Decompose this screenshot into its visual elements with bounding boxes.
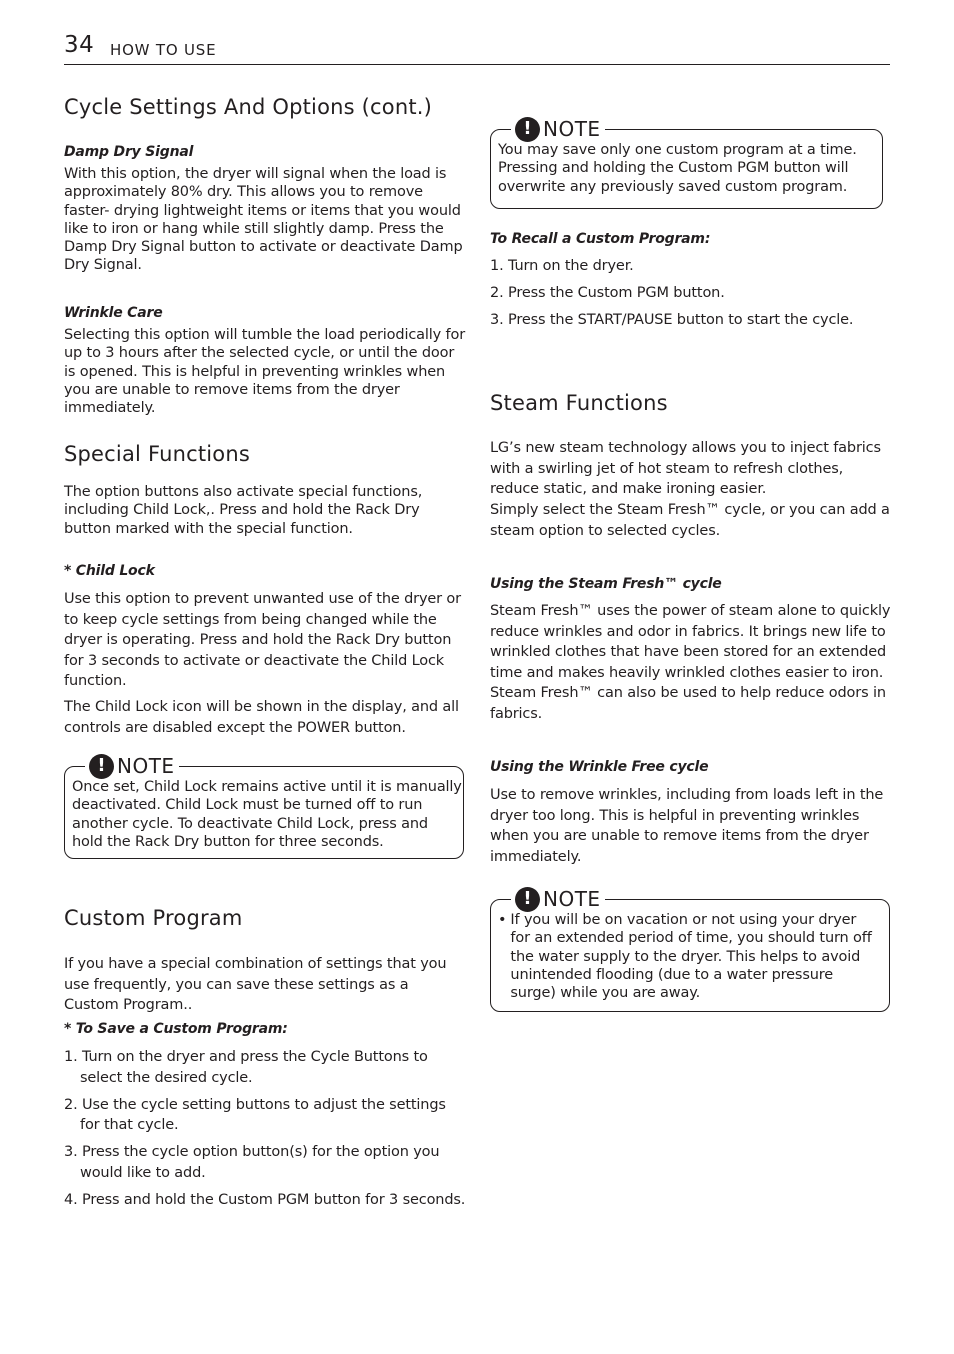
note-label: NOTE (543, 117, 601, 141)
child-lock-display-text: The Child Lock icon will be shown in the display, and all controls are disabled except the POWER button. (64, 699, 459, 736)
section-title-cycle-settings: Cycle Settings And Options (cont.) (64, 95, 433, 119)
note-text: You may save only one custom program at a time. Pressing and holding the Custom PGM button will overwrite any previously saved custom program. (498, 142, 857, 195)
steam-select-text: Simply select the Steam Fresh™ cycle, or you can add a steam option to selected cycles. (490, 502, 890, 539)
list-item: 2. Use the cycle setting buttons to adjust the settings for that cycle. (64, 1096, 446, 1133)
wrinkle-care-heading: Wrinkle Care (64, 305, 163, 321)
exclamation-icon: ! (515, 887, 540, 912)
note-title (511, 886, 605, 912)
child-lock-heading: * Child Lock (64, 563, 155, 579)
section-label: HOW TO USE (110, 41, 217, 59)
special-functions-text: The option buttons also activate special functions, including Child Lock,. Press and hold the Rack Dry button marked with the special function. (64, 484, 423, 537)
steam-intro-text: LG’s new steam technology allows you to inject fabrics with a swirling jet of hot steam to refresh clothes, reduce static, and make ironing easier. (490, 440, 881, 497)
bullet: • (498, 912, 507, 928)
note-title (511, 116, 605, 142)
save-custom-steps (64, 1047, 468, 1217)
damp-dry-heading: Damp Dry Signal (64, 144, 194, 160)
note-child-lock (64, 754, 464, 859)
damp-dry-text: With this option, the dryer will signal when the load is approximately 80% dry. This allows you to remove faster- drying lightweight items or items that you would like to iron or hang while still slightly damp. Press the Damp Dry Signal button to activate or deactivate Damp Dry Signal. (64, 166, 463, 274)
note-bullet-item (498, 911, 878, 1002)
page-header (64, 32, 890, 65)
recall-custom-steps (490, 256, 894, 337)
wrinkle-free-heading: Using the Wrinkle Free cycle (490, 759, 709, 775)
steam-fresh-text: Steam Fresh™ uses the power of steam alone to quickly reduce wrinkles and odor in fabrics. It brings new life to wrinkled clothes that have been stored for an extended time and makes heavily wrinkled clothes easier to iron. Steam Fresh™ can also be used to help reduce odors in fabrics. (490, 603, 891, 722)
list-item: 3. Press the START/PAUSE button to start the cycle. (490, 312, 854, 328)
note-label: NOTE (543, 887, 601, 911)
wrinkle-care-text: Selecting this option will tumble the load periodically for up to 3 hours after the selected cycle, or until the door is opened. This is helpful in preventing wrinkles when you are unable to remove items from the dryer immediately. (64, 327, 466, 417)
list-item: 2. Press the Custom PGM button. (490, 285, 725, 301)
note-title (85, 753, 179, 779)
note-label: NOTE (117, 754, 175, 778)
note-vacation (490, 887, 890, 1012)
list-item: 3. Press the cycle option button(s) for the option you would like to add. (64, 1144, 440, 1181)
section-title-custom-program: Custom Program (64, 906, 243, 930)
wrinkle-free-text: Use to remove wrinkles, including from loads left in the dryer too long. This is helpful in preventing wrinkles when you are unable to remove items from the dryer immediately. (490, 787, 884, 865)
recall-custom-heading: To Recall a Custom Program: (490, 231, 711, 247)
note-text: If you will be on vacation or not using your dryer for an extended period of time, you should turn off the water supply to the dryer. This helps to avoid unintended flooding (due to a water pressure surge) while you are away. (510, 912, 872, 1002)
save-custom-heading: * To Save a Custom Program: (64, 1021, 288, 1037)
page-number: 34 (64, 32, 95, 58)
section-title-steam-functions: Steam Functions (490, 391, 668, 415)
list-item: 1. Turn on the dryer and press the Cycle Buttons to select the desired cycle. (64, 1049, 428, 1086)
child-lock-text: Use this option to prevent unwanted use of the dryer or to keep cycle settings from being changed while the dryer is operating. Press and hold the Rack Dry button for 3 seconds to activate or deactivate the Child Lock function. (64, 591, 461, 689)
exclamation-icon: ! (515, 117, 540, 142)
note-text: Once set, Child Lock remains active until it is manually deactivated. Child Lock must be turned off to run another cycle. To deactivate Child Lock, press and hold the Rack Dry button for three seconds. (72, 779, 462, 850)
note-custom-program (490, 117, 883, 209)
list-item: 1. Turn on the dryer. (490, 258, 634, 274)
list-item: 4. Press and hold the Custom PGM button for 3 seconds. (64, 1191, 466, 1208)
section-title-special-functions: Special Functions (64, 442, 251, 466)
steam-fresh-heading: Using the Steam Fresh™ cycle (490, 576, 722, 592)
exclamation-icon: ! (89, 754, 114, 779)
custom-program-text: If you have a special combination of settings that you use frequently, you can save these settings as a Custom Program.. (64, 956, 447, 1013)
